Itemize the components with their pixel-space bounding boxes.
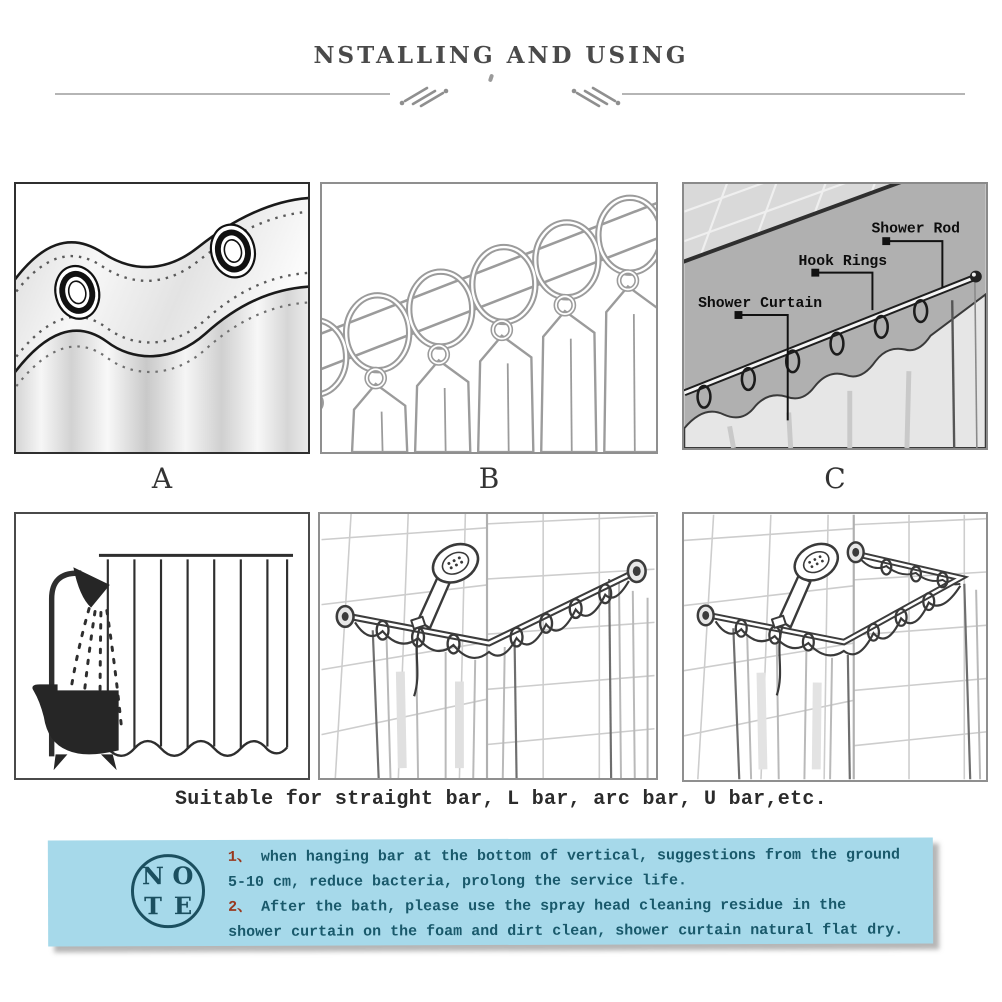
suitability-caption: Suitable for straight bar, L bar, arc bar, U bar,etc. <box>174 788 827 811</box>
note-badge-letter: O <box>172 861 194 891</box>
panel-l-bar-corner <box>318 512 658 780</box>
note-badge-letter: T <box>144 891 163 921</box>
note-badge-letter: N <box>141 861 164 891</box>
page-title: NSTALLING AND USING <box>313 42 689 69</box>
divider-line-right <box>622 93 965 95</box>
label-shower-curtain: Shower Curtain <box>698 296 823 313</box>
panel-u-bar-corner <box>682 512 988 782</box>
note-badge <box>131 854 205 928</box>
panel-bathtub-straight-bar <box>14 512 310 780</box>
panel-c-labeled-install <box>682 182 988 450</box>
label-shower-rod: Shower Rod <box>871 221 961 238</box>
note-line: 2、 After the bath, please use the spray head cleaning residue in the <box>228 896 847 916</box>
labeled-install-illustration <box>684 184 986 448</box>
grommet-closeup-illustration <box>16 184 308 452</box>
note-line: shower curtain on the foam and dirt clean, shower curtain natural flat dry. <box>228 921 904 941</box>
note-line: 5-10 cm, reduce bacteria, prolong the service life. <box>227 872 688 891</box>
u-bar-illustration <box>684 514 986 780</box>
divider-flourish-icon <box>564 82 622 108</box>
note-line: 1、 when hanging bar at the bottom of vertical, suggestions from the ground <box>227 846 901 866</box>
note-badge-letter: E <box>173 891 193 921</box>
panel-letter-b: B <box>478 462 500 495</box>
panel-letter-a: A <box>151 462 173 495</box>
panel-a-grommet-closeup <box>14 182 310 454</box>
divider-flourish-icon <box>398 82 456 108</box>
panel-b-hook-rings <box>320 182 658 454</box>
divider-dot <box>488 74 494 83</box>
panel-letter-c: C <box>824 462 846 495</box>
note-sticker <box>48 837 933 946</box>
divider-line-left <box>55 93 390 95</box>
l-bar-illustration <box>320 514 656 778</box>
label-hook-rings: Hook Rings <box>798 253 888 270</box>
note-number: 1、 <box>227 848 252 866</box>
note-number: 2、 <box>228 898 253 916</box>
hook-rings-illustration <box>322 184 656 452</box>
note-text <box>228 842 928 944</box>
bathtub-illustration <box>16 514 308 778</box>
